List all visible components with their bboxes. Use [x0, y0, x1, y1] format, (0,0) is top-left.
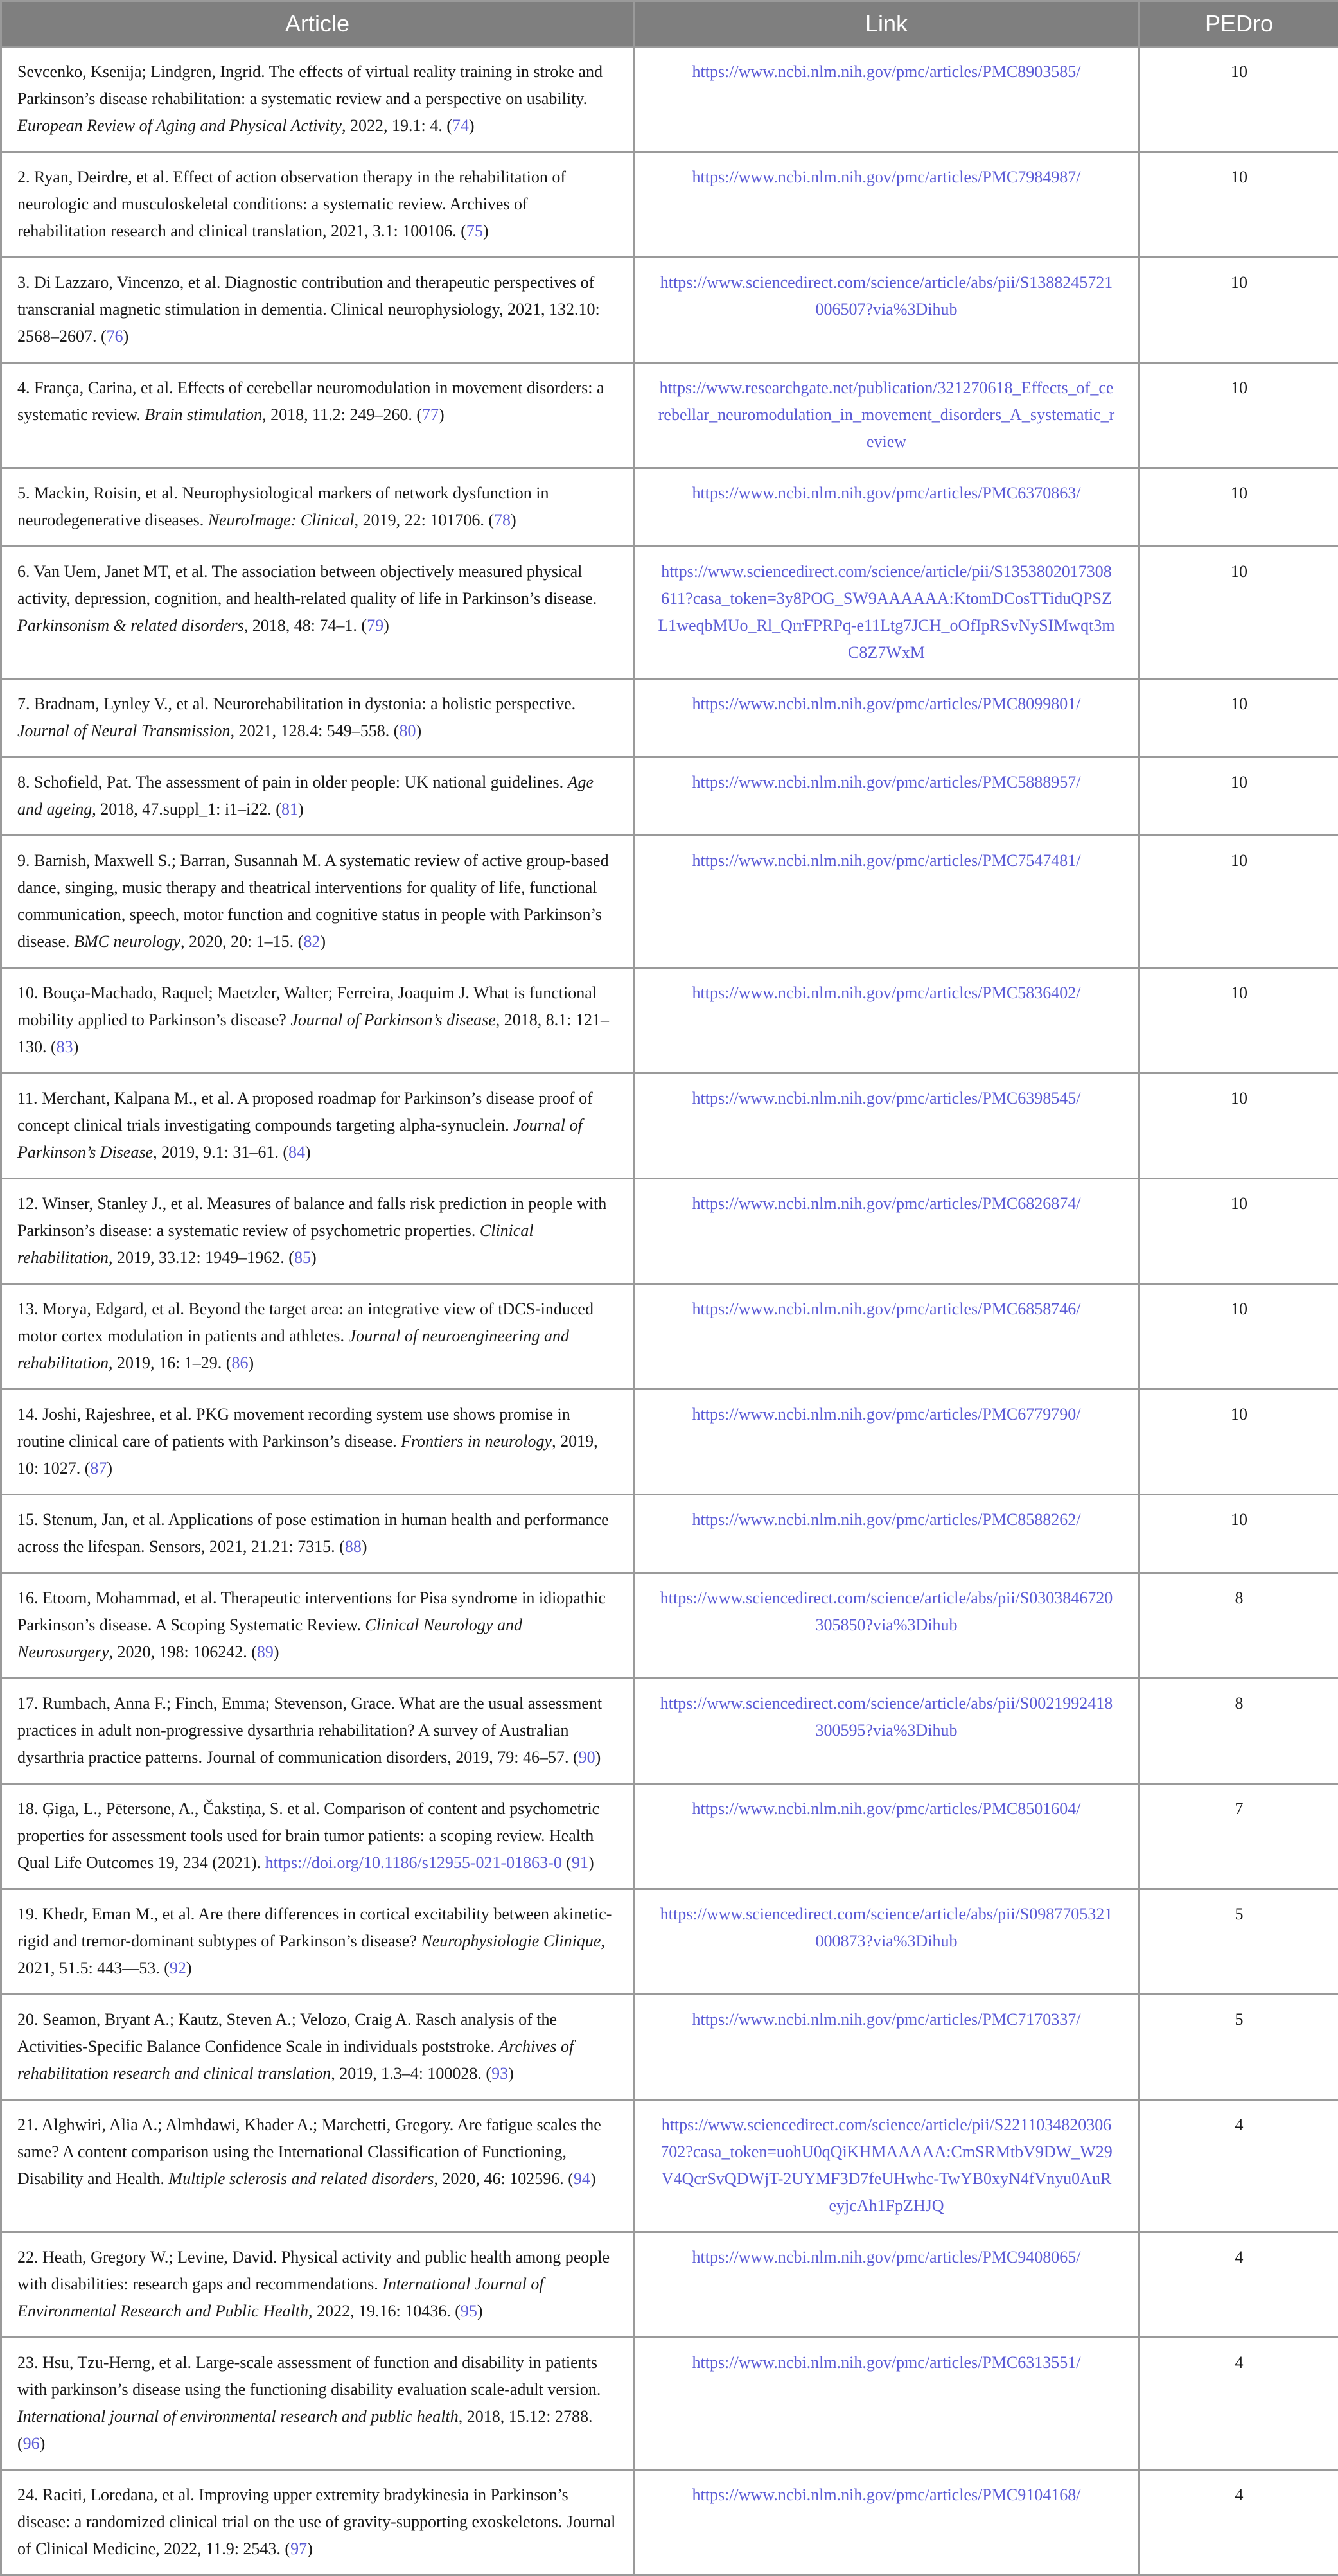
link-cell: [634, 2232, 1140, 2338]
table-row: [1, 968, 1338, 1073]
citation-text: 13. Morya, Edgard, et al. Beyond the target area: an integrative view of tDCS-induced motor cortex modulation in patients and athletes.: [17, 1300, 594, 1345]
citation-text: 23. Hsu, Tzu-Herng, et al. Large-scale assessment of function and disability in patients with parkinson’s disease using the functioning disability evaluation scale-adult version.: [17, 2353, 601, 2399]
journal-title: Journal of neuroengineering and rehabilitation: [17, 1327, 569, 1372]
journal-title: Archives of rehabilitation research and clinical translation: [17, 2037, 574, 2083]
citation-text: 10. Bouça-Machado, Raquel; Maetzler, Walter; Ferreira, Joaquim J. What is functional mobility applied to Parkinson’s disease?: [17, 984, 597, 1029]
reference-number-link[interactable]: 77: [422, 405, 439, 424]
journal-title: Parkinsonism & related disorders: [17, 616, 244, 635]
journal-title: Journal of Parkinson’s disease: [290, 1010, 495, 1029]
journal-title: Journal of Neural Transmission: [17, 721, 231, 740]
journal-title: BMC neurology: [74, 932, 180, 951]
reference-number-link[interactable]: 90: [579, 1748, 595, 1767]
article-url-link[interactable]: https://www.ncbi.nlm.nih.gov/pmc/articles/PMC5888957/: [692, 773, 1081, 791]
pedro-score: 4: [1140, 2100, 1338, 2232]
link-cell: [634, 258, 1140, 363]
link-cell: [634, 47, 1140, 152]
link-cell: [634, 679, 1140, 757]
article-cell: 16. Etoom, Mohammad, et al. Therapeutic interventions for Pisa syndrome in idiopathic Parkinson’s disease. A Scoping Systematic Review. Clinical Neurology and Neurosurgery, 2020, 198: 106242. (89): [1, 1573, 634, 1679]
article-url-link[interactable]: https://www.ncbi.nlm.nih.gov/pmc/articles/PMC6313551/: [692, 2353, 1081, 2372]
citation-text: 7. Bradnam, Lynley V., et al. Neurorehabilitation in dystonia: a holistic perspective.: [17, 694, 576, 713]
link-cell: [634, 968, 1140, 1073]
link-cell: [634, 1889, 1140, 1995]
citation-details: , 2019, 33.12: 1949–1962. (: [109, 1248, 294, 1267]
header-pedro: PEDro: [1140, 1, 1338, 47]
reference-number-link[interactable]: 76: [107, 327, 123, 346]
pedro-score: 8: [1140, 1679, 1338, 1784]
table-row: [1, 1995, 1338, 2100]
citation-details: , 2022, 19.1: 4. (: [342, 116, 452, 135]
article-url-link[interactable]: https://www.sciencedirect.com/science/article/abs/pii/S0021992418300595?via%3Dihub: [660, 1694, 1113, 1740]
table-row: [1, 1284, 1338, 1389]
pedro-score: 10: [1140, 1179, 1338, 1284]
pedro-score: 10: [1140, 968, 1338, 1073]
reference-number-link[interactable]: 86: [231, 1354, 248, 1372]
citation-text: 11. Merchant, Kalpana M., et al. A proposed roadmap for Parkinson’s disease proof of concept clinical trials investigating compounds targeting alpha-synuclein.: [17, 1089, 593, 1134]
link-cell: [634, 1784, 1140, 1889]
article-url-link[interactable]: https://www.ncbi.nlm.nih.gov/pmc/articles/PMC9104168/: [692, 2485, 1081, 2504]
citation-text: 22. Heath, Gregory W.; Levine, David. Physical activity and public health among people with disabilities: research gaps and recommendations.: [17, 2248, 610, 2293]
reference-number-link[interactable]: 87: [90, 1459, 107, 1478]
citation-details: , 2018, 8.1: 121–130. (: [17, 1010, 609, 1056]
article-cell: 17. Rumbach, Anna F.; Finch, Emma; Stevenson, Grace. What are the usual assessment practices in adult non-progressive dysarthria rehabilitation? A survey of Australian dysarthria practice patterns. Journal of communication disorders, 2019, 79: 46–57. (90): [1, 1679, 634, 1784]
reference-number-link[interactable]: 78: [494, 511, 511, 529]
pedro-score: 10: [1140, 1284, 1338, 1389]
article-cell: 8. Schofield, Pat. The assessment of pain in older people: UK national guidelines. Age and ageing, 2018, 47.suppl_1: i1–i22. (81): [1, 757, 634, 836]
link-cell: [634, 1179, 1140, 1284]
reference-number-link[interactable]: 97: [290, 2539, 307, 2558]
article-cell: 23. Hsu, Tzu-Herng, et al. Large-scale assessment of function and disability in patients with parkinson’s disease using the functioning disability evaluation scale-adult version. International journal of environmental research and public health, 2018, 15.12: 2788. (96): [1, 2338, 634, 2470]
table-body: [1, 47, 1338, 2575]
pedro-score: 8: [1140, 1573, 1338, 1679]
article-cell: 18. Ģiga, L., Pētersone, A., Čakstiņa, S. et al. Comparison of content and psychometric properties for assessment tools used for brain tumor patients: a scoping review. Health Qual Life Outcomes 19, 234 (2021). https://doi.org/10.1186/s12955-021-01863-0 (91): [1, 1784, 634, 1889]
article-cell: 3. Di Lazzaro, Vincenzo, et al. Diagnostic contribution and therapeutic perspectives of transcranial magnetic stimulation in dementia. Clinical neurophysiology, 2021, 132.10: 2568–2607. (76): [1, 258, 634, 363]
article-cell: 5. Mackin, Roisin, et al. Neurophysiological markers of network dysfunction in neurodegenerative diseases. NeuroImage: Clinical, 2019, 22: 101706. (78): [1, 468, 634, 547]
pedro-score: 7: [1140, 1784, 1338, 1889]
reference-number-link[interactable]: 85: [294, 1248, 311, 1267]
header-article: Article: [1, 1, 634, 47]
citation-details: , 2020, 20: 1–15. (: [180, 932, 303, 951]
header-link: Link: [634, 1, 1140, 47]
link-cell: [634, 1073, 1140, 1179]
citation-text: 16. Etoom, Mohammad, et al. Therapeutic interventions for Pisa syndrome in idiopathic Parkinson’s disease. A Scoping Systematic Review.: [17, 1589, 606, 1634]
citation-text: 12. Winser, Stanley J., et al. Measures of balance and falls risk prediction in people with Parkinson’s disease: a systematic review of psychometric properties.: [17, 1194, 606, 1240]
pedro-score: 10: [1140, 1389, 1338, 1495]
link-cell: [634, 1995, 1140, 2100]
citation-text: 18. Ģiga, L., Pētersone, A., Čakstiņa, S. et al. Comparison of content and psychometric properties for assessment tools used for brain tumor patients: a scoping review. Health Qual Life Outcomes 19, 234 (2021).: [17, 1799, 599, 1872]
article-url-link[interactable]: https://www.ncbi.nlm.nih.gov/pmc/articles/PMC6858746/: [692, 1300, 1081, 1318]
reference-number-link[interactable]: 94: [574, 2169, 590, 2188]
link-cell: [634, 1495, 1140, 1573]
link-cell: [634, 2100, 1140, 2232]
journal-title: International journal of environmental research and public health: [17, 2407, 459, 2426]
reference-number-link[interactable]: 92: [170, 1959, 186, 1977]
citation-details: , 2021, 51.5: 443—53. (: [17, 1932, 605, 1977]
pedro-score: 10: [1140, 757, 1338, 836]
citation-details: , 2021, 128.4: 549–558. (: [231, 721, 400, 740]
article-url-link[interactable]: https://www.ncbi.nlm.nih.gov/pmc/articles/PMC6398545/: [692, 1089, 1081, 1107]
article-cell: 9. Barnish, Maxwell S.; Barran, Susannah M. A systematic review of active group-based dance, singing, music therapy and theatrical interventions for quality of life, functional communication, speech, motor function and cognitive status in people with Parkinson’s disease. BMC neurology, 2020, 20: 1–15. (82): [1, 836, 634, 968]
article-url-link[interactable]: https://www.ncbi.nlm.nih.gov/pmc/articles/PMC7170337/: [692, 2010, 1081, 2029]
article-cell: 7. Bradnam, Lynley V., et al. Neurorehabilitation in dystonia: a holistic perspective. Journal of Neural Transmission, 2021, 128.4: 549–558. (80): [1, 679, 634, 757]
doi-link[interactable]: https://doi.org/10.1186/s12955-021-01863-0: [265, 1853, 562, 1872]
article-cell: 22. Heath, Gregory W.; Levine, David. Physical activity and public health among people with disabilities: research gaps and recommendations. International Journal of Environmental Research and Public Health, 2022, 19.16: 10436. (95): [1, 2232, 634, 2338]
table-row: [1, 152, 1338, 258]
article-url-link[interactable]: https://www.ncbi.nlm.nih.gov/pmc/articles/PMC8903585/: [692, 62, 1081, 81]
article-url-link[interactable]: https://www.sciencedirect.com/science/article/pii/S1353802017308611?casa_token=3y8POG_SW9AAAAAA:KtomDCosTTiduQPSZL1weqbMUo_Rl_QrrFPRPq-e11Ltg7JCH_oOfIpRSvNySIMwqt3mC8Z7WxM: [658, 562, 1114, 662]
pedro-score: 10: [1140, 836, 1338, 968]
table-row: [1, 2232, 1338, 2338]
reference-number-link[interactable]: 82: [303, 932, 320, 951]
journal-title: NeuroImage: Clinical: [208, 511, 355, 529]
pedro-score: 10: [1140, 152, 1338, 258]
article-cell: 24. Raciti, Loredana, et al. Improving upper extremity bradykinesia in Parkinson’s disease: a randomized clinical trial on the use of gravity-supporting exoskeletons. Journal of Clinical Medicine, 2022, 11.9: 2543. (97): [1, 2470, 634, 2575]
article-url-link[interactable]: https://www.ncbi.nlm.nih.gov/pmc/articles/PMC6826874/: [692, 1194, 1081, 1213]
table-row: [1, 2100, 1338, 2232]
journal-title: Clinical Neurology and Neurosurgery: [17, 1616, 522, 1661]
article-cell: 6. Van Uem, Janet MT, et al. The association between objectively measured physical activity, depression, cognition, and health-related quality of life in Parkinson’s disease. Parkinsonism & related disorders, 2018, 48: 74–1. (79): [1, 547, 634, 679]
table-row: [1, 1889, 1338, 1995]
journal-title: Brain stimulation: [145, 405, 262, 424]
article-url-link[interactable]: https://www.sciencedirect.com/science/article/abs/pii/S0303846720305850?via%3Dihub: [660, 1589, 1113, 1634]
citation-details: , 2020, 198: 106242. (: [109, 1643, 257, 1661]
link-cell: [634, 836, 1140, 968]
table-row: [1, 679, 1338, 757]
citation-text: 8. Schofield, Pat. The assessment of pain in older people: UK national guidelines.: [17, 773, 568, 791]
reference-number-link[interactable]: 84: [288, 1143, 305, 1161]
pedro-score: 4: [1140, 2470, 1338, 2575]
reference-number-link[interactable]: 95: [461, 2302, 477, 2320]
table-row: [1, 1389, 1338, 1495]
pedro-score: 10: [1140, 363, 1338, 468]
article-url-link[interactable]: https://www.ncbi.nlm.nih.gov/pmc/articles/PMC9408065/: [692, 2248, 1081, 2266]
reference-number-link[interactable]: 75: [466, 222, 483, 240]
article-cell: Sevcenko, Ksenija; Lindgren, Ingrid. The effects of virtual reality training in stroke and Parkinson’s disease rehabilitation: a systematic review and a perspective on usability. European Review of Aging and Physical Activity, 2022, 19.1: 4. (74): [1, 47, 634, 152]
citation-text: 17. Rumbach, Anna F.; Finch, Emma; Stevenson, Grace. What are the usual assessment practices in adult non-progressive dysarthria rehabilitation? A survey of Australian dysarthria practice patterns. Journal of communication disorders, 2019, 79: 46–57. (: [17, 1694, 602, 1767]
header-row: [1, 1, 1338, 47]
citation-details: (: [562, 1853, 572, 1872]
pedro-score: 4: [1140, 2232, 1338, 2338]
citation-text: 6. Van Uem, Janet MT, et al. The association between objectively measured physical activity, depression, cognition, and health-related quality of life in Parkinson’s disease.: [17, 562, 597, 608]
article-cell: 21. Alghwiri, Alia A.; Almhdawi, Khader A.; Marchetti, Gregory. Are fatigue scales the same? A content comparison using the International Classification of Functioning, Disability and Health. Multiple sclerosis and related disorders, 2020, 46: 102596. (94): [1, 2100, 634, 2232]
journal-title: International Journal of Environmental Research and Public Health: [17, 2275, 544, 2320]
table-row: [1, 547, 1338, 679]
pedro-score: 10: [1140, 258, 1338, 363]
pedro-score: 10: [1140, 679, 1338, 757]
citation-text: 4. França, Carina, et al. Effects of cerebellar neuromodulation in movement disorders: a systematic review.: [17, 378, 604, 424]
table-row: [1, 1179, 1338, 1284]
article-cell: 12. Winser, Stanley J., et al. Measures of balance and falls risk prediction in people with Parkinson’s disease: a systematic review of psychometric properties. Clinical rehabilitation, 2019, 33.12: 1949–1962. (85): [1, 1179, 634, 1284]
citation-text: 2. Ryan, Deirdre, et al. Effect of action observation therapy in the rehabilitation of neurologic and musculoskeletal conditions: a systematic review. Archives of rehabilitation research and clinical translation, 2021, 3.1: 100106. (: [17, 168, 566, 240]
article-cell: 15. Stenum, Jan, et al. Applications of pose estimation in human health and performance across the lifespan. Sensors, 2021, 21.21: 7315. (88): [1, 1495, 634, 1573]
table-row: [1, 1495, 1338, 1573]
article-url-link[interactable]: https://www.sciencedirect.com/science/article/abs/pii/S1388245721006507?via%3Dihub: [660, 273, 1113, 319]
pedro-score: 4: [1140, 2338, 1338, 2470]
citation-details: , 2022, 19.16: 10436. (: [308, 2302, 461, 2320]
reference-number-link[interactable]: 91: [572, 1853, 588, 1872]
table-row: [1, 1073, 1338, 1179]
journal-title: Clinical rehabilitation: [17, 1221, 534, 1267]
reference-number-link[interactable]: 80: [399, 721, 416, 740]
link-cell: [634, 1389, 1140, 1495]
link-cell: [634, 468, 1140, 547]
article-url-link[interactable]: https://www.ncbi.nlm.nih.gov/pmc/articles/PMC6779790/: [692, 1405, 1081, 1424]
link-cell: [634, 547, 1140, 679]
pedro-score: 10: [1140, 1073, 1338, 1179]
pedro-score: 10: [1140, 468, 1338, 547]
journal-title: European Review of Aging and Physical Activity: [17, 116, 342, 135]
article-url-link[interactable]: https://www.researchgate.net/publication/321270618_Effects_of_cerebellar_neuromodulation_in_movement_disorders_A_systematic_review: [658, 378, 1115, 451]
citation-text: 20. Seamon, Bryant A.; Kautz, Steven A.; Velozo, Craig A. Rasch analysis of the Activities-Specific Balance Confidence Scale in individuals poststroke.: [17, 2010, 557, 2056]
article-url-link[interactable]: https://www.ncbi.nlm.nih.gov/pmc/articles/PMC7984987/: [692, 168, 1081, 186]
table-row: [1, 1784, 1338, 1889]
citation-details: , 2020, 46: 102596. (: [434, 2169, 574, 2188]
table-row: [1, 1573, 1338, 1679]
article-cell: 19. Khedr, Eman M., et al. Are there differences in cortical excitability between akinetic-rigid and tremor-dominant subtypes of Parkinson’s disease? Neurophysiologie Clinique, 2021, 51.5: 443—53. (92): [1, 1889, 634, 1995]
article-cell: 20. Seamon, Bryant A.; Kautz, Steven A.; Velozo, Craig A. Rasch analysis of the Activities-Specific Balance Confidence Scale in individuals poststroke. Archives of rehabilitation research and clinical translation, 2019, 1.3–4: 100028. (93): [1, 1995, 634, 2100]
article-url-link[interactable]: https://www.ncbi.nlm.nih.gov/pmc/articles/PMC8099801/: [692, 694, 1081, 713]
article-url-link[interactable]: https://www.ncbi.nlm.nih.gov/pmc/articles/PMC5836402/: [692, 984, 1081, 1002]
citation-details: , 2018, 15.12: 2788. (: [17, 2407, 592, 2453]
table-row: [1, 363, 1338, 468]
journal-title: Journal of Parkinson’s Disease: [17, 1116, 583, 1161]
article-cell: 13. Morya, Edgard, et al. Beyond the target area: an integrative view of tDCS-induced motor cortex modulation in patients and athletes. Journal of neuroengineering and rehabilitation, 2019, 16: 1–29. (86): [1, 1284, 634, 1389]
article-url-link[interactable]: https://www.ncbi.nlm.nih.gov/pmc/articles/PMC8588262/: [692, 1510, 1081, 1529]
reference-number-link[interactable]: 96: [23, 2434, 40, 2453]
citation-text: 5. Mackin, Roisin, et al. Neurophysiological markers of network dysfunction in neurodegenerative diseases.: [17, 484, 549, 529]
citation-details: , 2018, 11.2: 249–260. (: [262, 405, 422, 424]
citation-text: 3. Di Lazzaro, Vincenzo, et al. Diagnostic contribution and therapeutic perspectives of transcranial magnetic stimulation in dementia. Clinical neurophysiology, 2021, 132.10: 2568–2607. (: [17, 273, 600, 346]
article-url-link[interactable]: https://www.sciencedirect.com/science/article/abs/pii/S0987705321000873?via%3Dihub: [660, 1905, 1113, 1950]
citation-details: , 2019, 22: 101706. (: [355, 511, 494, 529]
citation-details: , 2018, 48: 74–1. (: [244, 616, 367, 635]
journal-title: Age and ageing: [17, 773, 594, 818]
citation-text: 9. Barnish, Maxwell S.; Barran, Susannah M. A systematic review of active group-based dance, singing, music therapy and theatrical interventions for quality of life, functional communication, speech, motor function and cognitive status in people with Parkinson’s disease.: [17, 851, 609, 951]
pedro-score: 10: [1140, 547, 1338, 679]
pedro-score: 5: [1140, 1889, 1338, 1995]
article-cell: 10. Bouça-Machado, Raquel; Maetzler, Walter; Ferreira, Joaquim J. What is functional mobility applied to Parkinson’s disease? Journal of Parkinson’s disease, 2018, 8.1: 121–130. (83): [1, 968, 634, 1073]
reference-number-link[interactable]: 88: [345, 1537, 362, 1556]
article-url-link[interactable]: https://www.sciencedirect.com/science/article/pii/S2211034820306702?casa_token=uohU0qQiKHMAAAAA:CmSRMtbV9DW_W29V4QcrSvQDWjT-2UYMF3D7feUHwhc-TwYB0xyN4fVnyu0AuReyjcAh1FpZHJQ: [660, 2115, 1113, 2215]
citation-details: , 2019, 16: 1–29. (: [109, 1354, 231, 1372]
table-row: [1, 757, 1338, 836]
table-row: [1, 2338, 1338, 2470]
table-row: [1, 2470, 1338, 2575]
reference-number-link[interactable]: 74: [452, 116, 469, 135]
citation-details: , 2018, 47.suppl_1: i1–i22. (: [92, 800, 281, 818]
reference-number-link[interactable]: 89: [257, 1643, 274, 1661]
article-cell: 11. Merchant, Kalpana M., et al. A proposed roadmap for Parkinson’s disease proof of concept clinical trials investigating compounds targeting alpha-synuclein. Journal of Parkinson’s Disease, 2019, 9.1: 31–61. (84): [1, 1073, 634, 1179]
article-cell: 4. França, Carina, et al. Effects of cerebellar neuromodulation in movement disorders: a systematic review. Brain stimulation, 2018, 11.2: 249–260. (77): [1, 363, 634, 468]
pedro-score: 10: [1140, 47, 1338, 152]
table-row: [1, 1679, 1338, 1784]
citation-text: 24. Raciti, Loredana, et al. Improving upper extremity bradykinesia in Parkinson’s disease: a randomized clinical trial on the use of gravity-supporting exoskeletons. Journal of Clinical Medicine, 2022, 11.9: 2543. (: [17, 2485, 615, 2558]
reference-number-link[interactable]: 81: [281, 800, 298, 818]
article-url-link[interactable]: https://www.ncbi.nlm.nih.gov/pmc/articles/PMC8501604/: [692, 1799, 1081, 1818]
journal-title: Frontiers in neurology: [401, 1432, 552, 1451]
link-cell: [634, 757, 1140, 836]
link-cell: [634, 2470, 1140, 2575]
article-cell: 2. Ryan, Deirdre, et al. Effect of action observation therapy in the rehabilitation of neurologic and musculoskeletal conditions: a systematic review. Archives of rehabilitation research and clinical translation, 2021, 3.1: 100106. (75): [1, 152, 634, 258]
citation-details: , 2019, 1.3–4: 100028. (: [331, 2064, 491, 2083]
journal-title: Neurophysiologie Clinique: [421, 1932, 601, 1950]
link-cell: [634, 1573, 1140, 1679]
link-cell: [634, 2338, 1140, 2470]
article-url-link[interactable]: https://www.ncbi.nlm.nih.gov/pmc/articles/PMC6370863/: [692, 484, 1081, 502]
table-row: [1, 836, 1338, 968]
citation-text: Sevcenko, Ksenija; Lindgren, Ingrid. The effects of virtual reality training in stroke and Parkinson’s disease rehabilitation: a systematic review and a perspective on usability.: [17, 62, 603, 108]
article-url-link[interactable]: https://www.ncbi.nlm.nih.gov/pmc/articles/PMC7547481/: [692, 851, 1081, 870]
link-cell: [634, 1679, 1140, 1784]
link-cell: [634, 1284, 1140, 1389]
citation-details: , 2019, 10: 1027. (: [17, 1432, 598, 1478]
citation-details: , 2019, 9.1: 31–61. (: [153, 1143, 288, 1161]
link-cell: [634, 363, 1140, 468]
table-row: [1, 258, 1338, 363]
citation-text: 14. Joshi, Rajeshree, et al. PKG movement recording system use shows promise in routine clinical care of patients with Parkinson’s disease.: [17, 1405, 570, 1451]
article-cell: 14. Joshi, Rajeshree, et al. PKG movement recording system use shows promise in routine clinical care of patients with Parkinson’s disease. Frontiers in neurology, 2019, 10: 1027. (87): [1, 1389, 634, 1495]
reference-number-link[interactable]: 83: [57, 1037, 73, 1056]
table-row: [1, 47, 1338, 152]
reference-number-link[interactable]: 79: [367, 616, 383, 635]
pedro-score: 10: [1140, 1495, 1338, 1573]
link-cell: [634, 152, 1140, 258]
pedro-score: 5: [1140, 1995, 1338, 2100]
reference-number-link[interactable]: 93: [491, 2064, 508, 2083]
journal-title: Multiple sclerosis and related disorders: [168, 2169, 434, 2188]
table-row: [1, 468, 1338, 547]
citation-text: 19. Khedr, Eman M., et al. Are there differences in cortical excitability between akinetic-rigid and tremor-dominant subtypes of Parkinson’s disease?: [17, 1905, 612, 1950]
citation-text: 15. Stenum, Jan, et al. Applications of pose estimation in human health and performance across the lifespan. Sensors, 2021, 21.21: 7315. (: [17, 1510, 609, 1556]
citation-text: 21. Alghwiri, Alia A.; Almhdawi, Khader A.; Marchetti, Gregory. Are fatigue scales the same? A content comparison using the International Classification of Functioning, Disability and Health.: [17, 2115, 601, 2188]
